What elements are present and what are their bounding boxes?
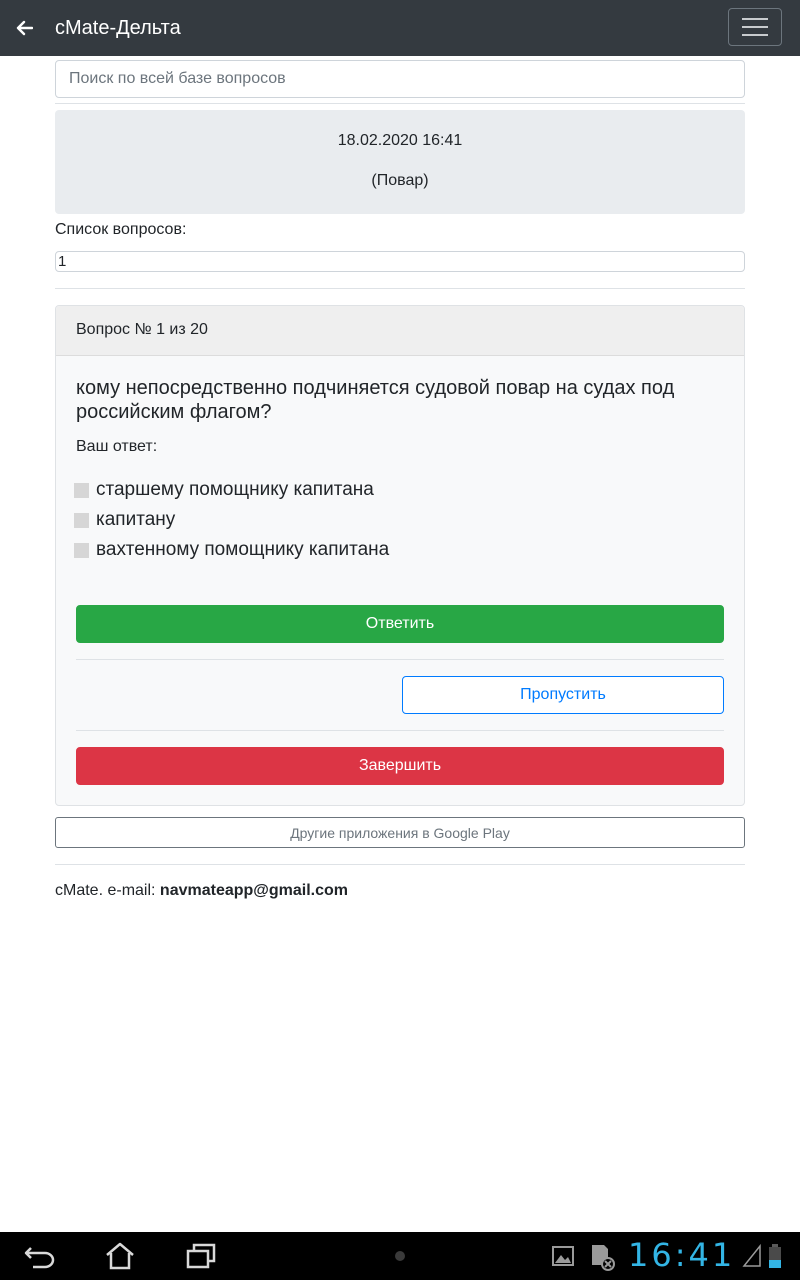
menu-button[interactable]	[728, 8, 782, 46]
answer-option[interactable]	[74, 477, 374, 503]
gallery-icon	[551, 1245, 575, 1267]
nav-dot	[395, 1251, 405, 1261]
signal-icon	[742, 1244, 762, 1268]
google-play-button[interactable]: Другие приложения в Google Play	[55, 817, 745, 848]
checkbox[interactable]	[74, 513, 89, 528]
app-bar	[0, 0, 800, 56]
card-header	[56, 306, 744, 356]
question-counter: Вопрос № 1 из 20	[76, 321, 208, 338]
answer-option[interactable]	[74, 537, 389, 563]
checkbox[interactable]	[74, 483, 89, 498]
answer-option-label: старшему помощнику капитана	[96, 479, 374, 500]
footer	[55, 882, 348, 900]
footer-email[interactable]: navmateapp@gmail.com	[159, 882, 349, 899]
checkbox[interactable]	[74, 543, 89, 558]
system-back-button[interactable]	[22, 1240, 58, 1272]
system-nav-bar	[0, 1232, 800, 1280]
battery-icon	[768, 1243, 782, 1269]
hamburger-icon	[742, 18, 768, 20]
question-card	[55, 305, 745, 806]
session-info-box	[55, 110, 745, 214]
signal-indicator	[740, 1240, 764, 1272]
answer-option[interactable]	[74, 507, 175, 533]
answer-option-label: вахтенному помощнику капитана	[96, 539, 390, 560]
divider	[76, 730, 724, 731]
back-icon	[23, 1242, 57, 1270]
gallery-notification[interactable]	[548, 1240, 578, 1272]
question-text: кому непосредственно подчиняется судовой повар на судах под российским флагом?	[76, 377, 675, 423]
search-input[interactable]	[55, 60, 745, 98]
question-list-label: Список вопросов:	[55, 221, 187, 238]
divider	[55, 103, 745, 104]
clock: 16:41	[628, 1236, 736, 1274]
divider	[76, 659, 724, 660]
divider	[55, 864, 745, 865]
sd-card-icon	[586, 1241, 616, 1271]
back-button[interactable]	[10, 14, 38, 42]
recent-apps-icon	[185, 1242, 217, 1270]
session-role: (Повар)	[371, 172, 429, 189]
answer-label: Ваш ответ:	[76, 438, 158, 455]
sd-card-notification[interactable]	[585, 1240, 617, 1272]
system-home-button[interactable]	[102, 1240, 138, 1272]
finish-button[interactable]: Завершить	[76, 747, 724, 785]
answer-option-label: капитану	[96, 509, 176, 530]
home-icon	[104, 1241, 136, 1271]
arrow-left-icon	[15, 20, 33, 36]
divider	[55, 288, 745, 289]
question-list-select[interactable]: 1	[55, 251, 745, 272]
system-recent-apps-button[interactable]	[183, 1240, 219, 1272]
battery-indicator	[764, 1240, 786, 1272]
footer-prefix: cMate. e-mail:	[55, 882, 160, 899]
app-title: cMate-Дельта	[55, 17, 181, 39]
skip-button[interactable]: Пропустить	[402, 676, 724, 714]
answer-button[interactable]: Ответить	[76, 605, 724, 643]
session-datetime: 18.02.2020 16:41	[337, 132, 463, 149]
